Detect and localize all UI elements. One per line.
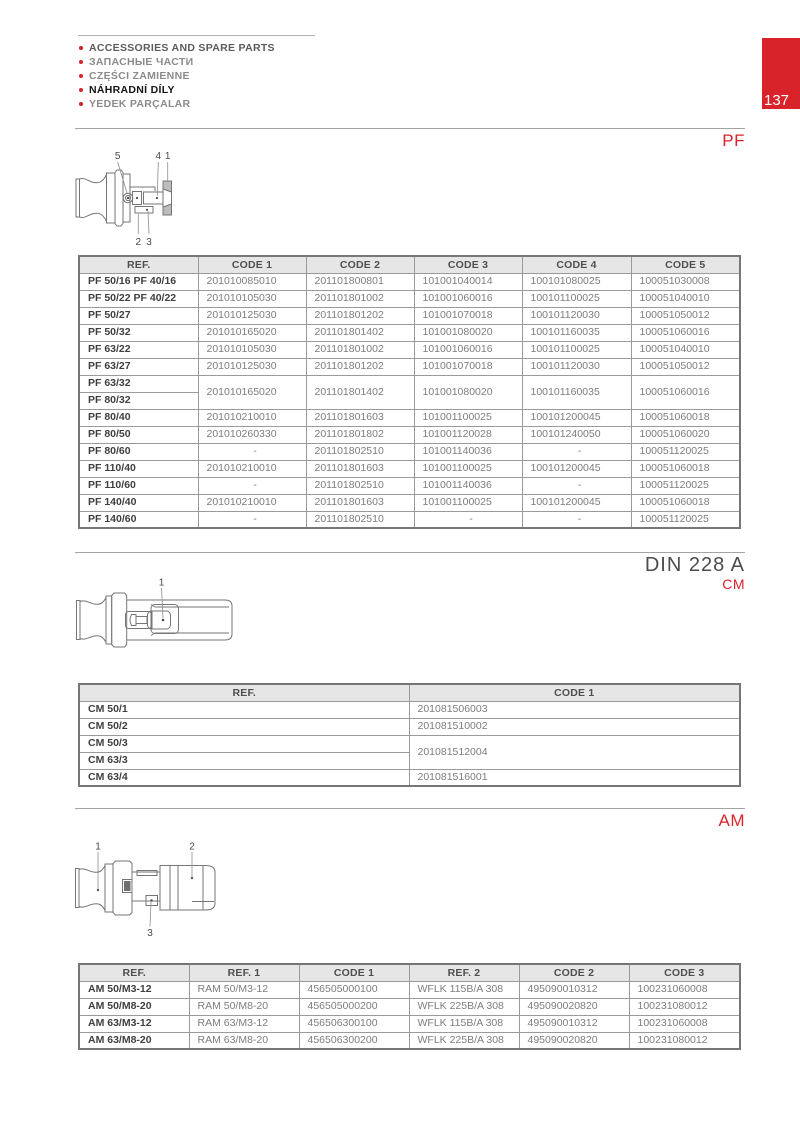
code-cell: 101001120028 (414, 426, 522, 443)
code-cell: 101001060016 (414, 290, 522, 307)
code-cell: 100051060016 (631, 324, 740, 341)
list-item (79, 97, 275, 111)
code-cell: 201101801002 (306, 290, 414, 307)
code-cell: 495090020820 (519, 1032, 629, 1049)
column-header: CODE 3 (414, 256, 522, 273)
table-row (79, 409, 740, 426)
ref-cell: PF 80/50 (79, 426, 198, 443)
ref-cell: PF 50/22 PF 40/22 (79, 290, 198, 307)
code-cell: 201010165020 (198, 375, 306, 409)
list-item (79, 83, 275, 97)
code-cell: 100051050012 (631, 307, 740, 324)
bullet-icon (79, 102, 83, 106)
header-rule (78, 35, 315, 36)
code-cell: 100051060018 (631, 494, 740, 511)
code-cell: - (414, 511, 522, 528)
code-cell: WFLK 225B/A 308 (409, 1032, 519, 1049)
table-row (79, 477, 740, 494)
pf-technical-drawing (75, 148, 185, 253)
section-label-am: AM (718, 811, 745, 830)
code-cell: 201101802510 (306, 477, 414, 494)
ref-cell: PF 80/40 (79, 409, 198, 426)
ref-cell: CM 63/3 (79, 752, 409, 769)
code-cell: 201010210010 (198, 494, 306, 511)
ref-cell: PF 140/40 (79, 494, 198, 511)
list-item (79, 41, 275, 55)
code-cell: 201101801603 (306, 460, 414, 477)
code-cell: 495090010312 (519, 981, 629, 998)
code-cell: 101001080020 (414, 324, 522, 341)
column-header: CODE 4 (522, 256, 631, 273)
table-row (79, 443, 740, 460)
table-row (79, 718, 740, 735)
code-cell: 201010105030 (198, 341, 306, 358)
code-cell: 100101100025 (522, 341, 631, 358)
ref-cell: PF 50/16 PF 40/16 (79, 273, 198, 290)
table-row (79, 375, 740, 392)
code-cell: 201101800801 (306, 273, 414, 290)
code-cell: - (522, 443, 631, 460)
code-cell: RAM 63/M8-20 (189, 1032, 299, 1049)
ref-cell: CM 63/4 (79, 769, 409, 786)
section-label-din: DIN 228 A (644, 554, 745, 576)
table-row (79, 494, 740, 511)
bullet-icon (79, 60, 83, 64)
table-row (79, 769, 740, 786)
column-header: CODE 1 (198, 256, 306, 273)
code-cell: 100231080012 (629, 998, 740, 1015)
code-cell: 201101801402 (306, 324, 414, 341)
ref-cell: AM 50/M8-20 (79, 998, 189, 1015)
code-cell: 201010125030 (198, 307, 306, 324)
code-cell: 201010260330 (198, 426, 306, 443)
code-cell: 101001140036 (414, 443, 522, 460)
page-number-badge (762, 38, 800, 109)
code-cell: 201101801802 (306, 426, 414, 443)
language-list (79, 41, 275, 111)
ref-cell: PF 80/60 (79, 443, 198, 460)
table-row (79, 998, 740, 1015)
code-cell: 101001080020 (414, 375, 522, 409)
code-cell: 201101801202 (306, 307, 414, 324)
code-cell: 456505000200 (299, 998, 409, 1015)
code-cell: 101001060016 (414, 341, 522, 358)
pf-parts-table (78, 255, 741, 529)
code-cell: 100101120030 (522, 307, 631, 324)
code-cell: 201010085010 (198, 273, 306, 290)
code-cell: 201101801202 (306, 358, 414, 375)
table-row (79, 460, 740, 477)
code-cell: 201010210010 (198, 460, 306, 477)
section-rule (75, 808, 745, 809)
column-header: CODE 1 (409, 684, 740, 701)
code-cell: WFLK 115B/A 308 (409, 1015, 519, 1032)
code-cell: 201081516001 (409, 769, 740, 786)
table-header-row (79, 964, 740, 981)
code-cell: 100231060008 (629, 1015, 740, 1032)
callout-label: 1 (164, 151, 171, 162)
table-row (79, 701, 740, 718)
code-cell: 456505000100 (299, 981, 409, 998)
code-cell: 100051040010 (631, 290, 740, 307)
code-cell: 201101801603 (306, 409, 414, 426)
code-cell: 101001070018 (414, 307, 522, 324)
ref-cell: PF 80/32 (79, 392, 198, 409)
am-technical-drawing (75, 838, 240, 938)
code-cell: 101001100025 (414, 409, 522, 426)
code-cell: 100051060018 (631, 409, 740, 426)
code-cell: 456506300100 (299, 1015, 409, 1032)
code-cell: 201010125030 (198, 358, 306, 375)
code-cell: 201081512004 (409, 735, 740, 769)
language-label: YEDEK PARÇALAR (89, 98, 191, 110)
ref-cell: PF 63/22 (79, 341, 198, 358)
cm-parts-table (78, 683, 741, 787)
code-cell: 201010105030 (198, 290, 306, 307)
code-cell: 201101802510 (306, 443, 414, 460)
code-cell: WFLK 115B/A 308 (409, 981, 519, 998)
code-cell: 201101801002 (306, 341, 414, 358)
section-label-cm: CM (722, 576, 745, 592)
code-cell: RAM 50/M3-12 (189, 981, 299, 998)
code-cell: 100051040010 (631, 341, 740, 358)
column-header: REF. (79, 256, 198, 273)
column-header: REF. 1 (189, 964, 299, 981)
ref-cell: PF 110/40 (79, 460, 198, 477)
code-cell: 100051060018 (631, 460, 740, 477)
code-cell: RAM 50/M8-20 (189, 998, 299, 1015)
code-cell: 201101802510 (306, 511, 414, 528)
code-cell: - (198, 477, 306, 494)
column-header: CODE 1 (299, 964, 409, 981)
table-row (79, 273, 740, 290)
column-header: REF. (79, 684, 409, 701)
table-row (79, 1015, 740, 1032)
code-cell: 100101080025 (522, 273, 631, 290)
table-header-row (79, 684, 740, 701)
code-cell: - (522, 477, 631, 494)
callout-label: 4 (155, 151, 162, 162)
code-cell: 201101801603 (306, 494, 414, 511)
code-cell: - (198, 511, 306, 528)
code-cell: 100051050012 (631, 358, 740, 375)
code-cell: 100101120030 (522, 358, 631, 375)
callout-label: 2 (189, 841, 195, 853)
code-cell: 101001040014 (414, 273, 522, 290)
bullet-icon (79, 74, 83, 78)
section-rule (75, 552, 745, 553)
column-header: CODE 5 (631, 256, 740, 273)
code-cell: 101001100025 (414, 494, 522, 511)
code-cell: 100051030008 (631, 273, 740, 290)
code-cell: 100101200045 (522, 409, 631, 426)
code-cell: 101001140036 (414, 477, 522, 494)
bullet-icon (79, 88, 83, 92)
page-number: 137 (764, 92, 790, 109)
code-cell: 100051120025 (631, 443, 740, 460)
code-cell: 100101160035 (522, 324, 631, 341)
code-cell: 100101200045 (522, 460, 631, 477)
ref-cell: AM 50/M3-12 (79, 981, 189, 998)
ref-cell: PF 140/60 (79, 511, 198, 528)
code-cell: 101001100025 (414, 460, 522, 477)
code-cell: 456506300200 (299, 1032, 409, 1049)
am-parts-table (78, 963, 741, 1050)
language-label: ACCESSORIES AND SPARE PARTS (89, 42, 275, 54)
ref-cell: PF 110/60 (79, 477, 198, 494)
code-cell: 100101160035 (522, 375, 631, 409)
code-cell: 495090010312 (519, 1015, 629, 1032)
table-row (79, 981, 740, 998)
list-item (79, 69, 275, 83)
column-header: CODE 2 (306, 256, 414, 273)
code-cell: - (198, 443, 306, 460)
column-header: REF. 2 (409, 964, 519, 981)
bullet-icon (79, 46, 83, 50)
code-cell: RAM 63/M3-12 (189, 1015, 299, 1032)
ref-cell: PF 63/32 (79, 375, 198, 392)
callout-label: 3 (146, 237, 152, 248)
code-cell: 201010210010 (198, 409, 306, 426)
code-cell: 495090020820 (519, 998, 629, 1015)
callout-label: 2 (135, 237, 142, 248)
code-cell: 100101240050 (522, 426, 631, 443)
callout-label: 1 (158, 577, 165, 589)
ref-cell: PF 50/32 (79, 324, 198, 341)
callout-label: 3 (147, 928, 153, 938)
code-cell: 201081506003 (409, 701, 740, 718)
code-cell: 100101200045 (522, 494, 631, 511)
code-cell: 100101100025 (522, 290, 631, 307)
code-cell: 201010165020 (198, 324, 306, 341)
ref-cell: PF 50/27 (79, 307, 198, 324)
code-cell: - (522, 511, 631, 528)
code-cell: 201101801402 (306, 375, 414, 409)
table-row (79, 1032, 740, 1049)
language-label: ЗАПАСНЫЕ ЧАСТИ (89, 56, 194, 68)
section-label-pf: PF (722, 131, 745, 150)
language-label: CZĘŚCI ZAMIENNE (89, 70, 190, 82)
table-row (79, 735, 740, 752)
table-row (79, 324, 740, 341)
table-row (79, 290, 740, 307)
ref-cell: CM 50/2 (79, 718, 409, 735)
table-row (79, 358, 740, 375)
ref-cell: CM 50/3 (79, 735, 409, 752)
code-cell: 100231080012 (629, 1032, 740, 1049)
code-cell: 101001070018 (414, 358, 522, 375)
table-row (79, 511, 740, 528)
ref-cell: AM 63/M3-12 (79, 1015, 189, 1032)
column-header: CODE 3 (629, 964, 740, 981)
code-cell: WFLK 225B/A 308 (409, 998, 519, 1015)
list-item (79, 55, 275, 69)
table-header-row (79, 256, 740, 273)
section-rule (75, 128, 745, 129)
table-row (79, 426, 740, 443)
callout-label: 1 (95, 841, 101, 853)
code-cell: 100051120025 (631, 477, 740, 494)
callout-label: 5 (114, 151, 121, 162)
table-row (79, 307, 740, 324)
ref-cell: AM 63/M8-20 (79, 1032, 189, 1049)
column-header: CODE 2 (519, 964, 629, 981)
cm-technical-drawing (75, 575, 240, 665)
code-cell: 100231060008 (629, 981, 740, 998)
code-cell: 100051060016 (631, 375, 740, 409)
language-label: NÁHRADNÍ DÍLY (89, 84, 175, 96)
ref-cell: CM 50/1 (79, 701, 409, 718)
table-row (79, 341, 740, 358)
column-header: REF. (79, 964, 189, 981)
code-cell: 201081510002 (409, 718, 740, 735)
ref-cell: PF 63/27 (79, 358, 198, 375)
code-cell: 100051120025 (631, 511, 740, 528)
code-cell: 100051060020 (631, 426, 740, 443)
